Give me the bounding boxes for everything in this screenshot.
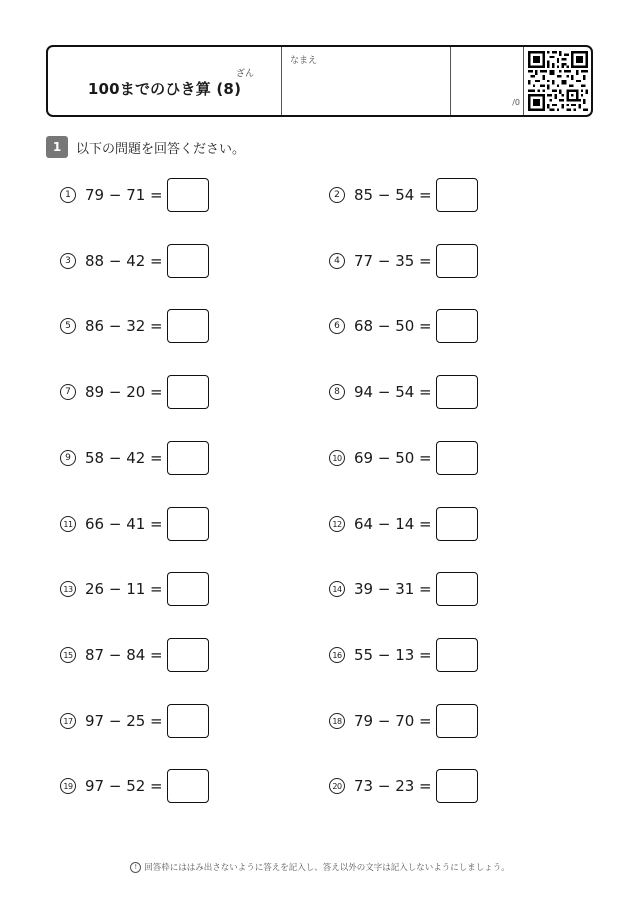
- problem-item: [60, 374, 209, 410]
- problem-item: [329, 308, 478, 344]
- answer-box[interactable]: [436, 704, 478, 738]
- problem-expression: 66 − 41 =: [85, 515, 163, 533]
- problem-expression: 73 − 23 =: [354, 777, 432, 795]
- problem-item: [60, 637, 209, 673]
- problem-item: [329, 703, 478, 739]
- qr-code-icon: [528, 51, 588, 111]
- answer-box[interactable]: [167, 375, 209, 409]
- problem-number: 1: [60, 187, 76, 203]
- problem-number: 10: [329, 450, 345, 466]
- problem-item: [329, 637, 478, 673]
- answer-box[interactable]: [436, 441, 478, 475]
- section-heading: [46, 136, 245, 158]
- problem-expression: 69 − 50 =: [354, 449, 432, 467]
- problem-expression: 97 − 52 =: [85, 777, 163, 795]
- problem-item: [329, 506, 478, 542]
- problem-item: [60, 177, 209, 213]
- answer-box[interactable]: [167, 704, 209, 738]
- problem-item: [329, 768, 478, 804]
- problem-item: [329, 571, 478, 607]
- problem-item: [60, 506, 209, 542]
- problem-number: 11: [60, 516, 76, 532]
- problem-number: 17: [60, 713, 76, 729]
- title-cell: [48, 47, 282, 115]
- problem-expression: 88 − 42 =: [85, 252, 163, 270]
- problem-number: 16: [329, 647, 345, 663]
- problem-number: 3: [60, 253, 76, 269]
- problem-number: 6: [329, 318, 345, 334]
- answer-box[interactable]: [436, 178, 478, 212]
- problem-number: 8: [329, 384, 345, 400]
- answer-box[interactable]: [167, 178, 209, 212]
- answer-box[interactable]: [436, 375, 478, 409]
- answer-box[interactable]: [436, 572, 478, 606]
- score-label: /0: [512, 98, 520, 107]
- problem-item: [60, 440, 209, 476]
- answer-box[interactable]: [167, 769, 209, 803]
- problem-number: 13: [60, 581, 76, 597]
- problem-number: 9: [60, 450, 76, 466]
- worksheet-header: [46, 45, 593, 117]
- problem-expression: 97 − 25 =: [85, 712, 163, 730]
- answer-box[interactable]: [167, 572, 209, 606]
- problem-expression: 39 − 31 =: [354, 580, 432, 598]
- problem-expression: 85 − 54 =: [354, 186, 432, 204]
- info-icon: !: [130, 862, 141, 873]
- answer-box[interactable]: [167, 507, 209, 541]
- problem-expression: 55 − 13 =: [354, 646, 432, 664]
- section-instruction: 以下の問題を回答ください。: [76, 141, 246, 157]
- worksheet-title: 100までのひき算 (8): [87, 80, 242, 98]
- problem-expression: 77 − 35 =: [354, 252, 432, 270]
- problem-expression: 89 − 20 =: [85, 383, 163, 401]
- problem-item: [329, 440, 478, 476]
- problem-item: [60, 243, 209, 279]
- score-field: [451, 47, 524, 115]
- problem-expression: 94 − 54 =: [354, 383, 432, 401]
- answer-box[interactable]: [167, 638, 209, 672]
- problem-item: [329, 177, 478, 213]
- section-number-badge: 1: [46, 136, 68, 158]
- answer-box[interactable]: [436, 507, 478, 541]
- problem-item: [329, 243, 478, 279]
- problem-expression: 64 − 14 =: [354, 515, 432, 533]
- problem-number: 7: [60, 384, 76, 400]
- problem-expression: 86 − 32 =: [85, 317, 163, 335]
- problem-number: 18: [329, 713, 345, 729]
- problem-item: [60, 703, 209, 739]
- answer-box[interactable]: [167, 309, 209, 343]
- problem-expression: 26 − 11 =: [85, 580, 163, 598]
- answer-box[interactable]: [167, 441, 209, 475]
- answer-box[interactable]: [436, 309, 478, 343]
- problem-number: 5: [60, 318, 76, 334]
- problem-number: 4: [329, 253, 345, 269]
- problem-item: [329, 374, 478, 410]
- problem-expression: 58 − 42 =: [85, 449, 163, 467]
- problem-number: 14: [329, 581, 345, 597]
- qr-cell: [524, 47, 591, 115]
- problem-expression: 87 − 84 =: [85, 646, 163, 664]
- name-field[interactable]: [282, 47, 451, 115]
- answer-box[interactable]: [436, 244, 478, 278]
- problem-expression: 79 − 70 =: [354, 712, 432, 730]
- problem-number: 15: [60, 647, 76, 663]
- problem-number: 12: [329, 516, 345, 532]
- problem-expression: 79 − 71 =: [85, 186, 163, 204]
- problem-item: [60, 768, 209, 804]
- problem-number: 20: [329, 778, 345, 794]
- problem-expression: 68 − 50 =: [354, 317, 432, 335]
- title-ruby: ざん: [236, 69, 255, 79]
- problem-number: 19: [60, 778, 76, 794]
- answer-box[interactable]: [167, 244, 209, 278]
- footer-note: [0, 861, 640, 873]
- answer-box[interactable]: [436, 638, 478, 672]
- problem-item: [60, 571, 209, 607]
- name-label: なまえ: [290, 56, 318, 66]
- problem-number: 2: [329, 187, 345, 203]
- answer-box[interactable]: [436, 769, 478, 803]
- problem-item: [60, 308, 209, 344]
- footer-note-text: 回答枠にははみ出さないように答えを記入し、答え以外の文字は記入しないようにしましょう。: [144, 863, 510, 873]
